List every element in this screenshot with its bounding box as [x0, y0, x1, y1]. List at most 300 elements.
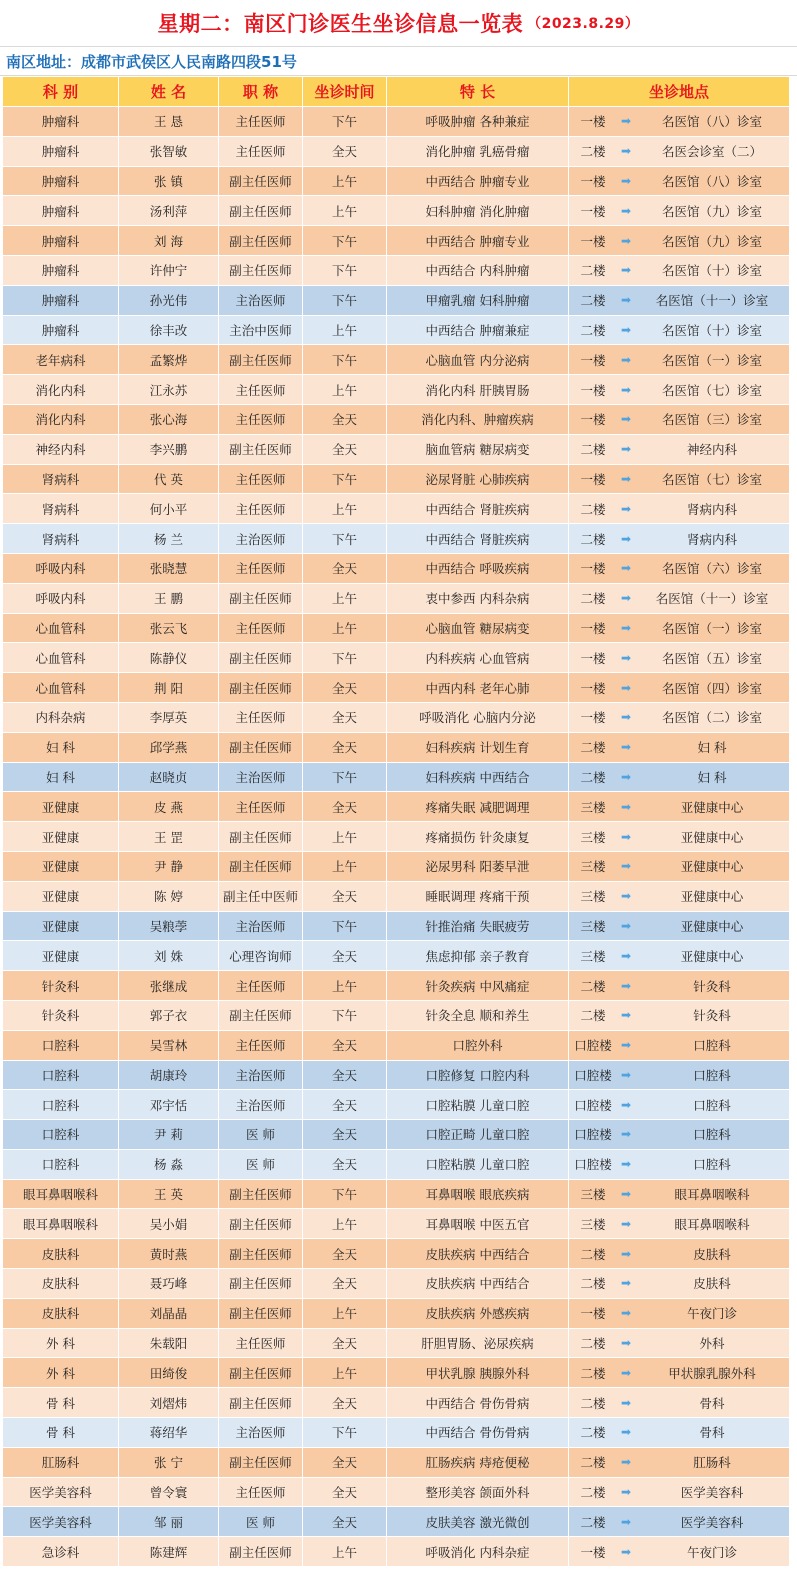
time-cell: 全天	[303, 941, 387, 971]
specialty-cell: 泌尿男科 阳萎早泄	[387, 851, 569, 881]
floor-label: 二楼	[580, 1514, 606, 1530]
dept-cell: 亚健康	[3, 881, 119, 911]
specialty-cell: 焦虑抑郁 亲子教育	[387, 941, 569, 971]
specialty-cell: 针推治痛 失眠疲劳	[387, 911, 569, 941]
dept-cell: 医学美容科	[3, 1477, 119, 1507]
table-row	[3, 1060, 790, 1090]
doctor-name-cell: 聂巧峰	[119, 1269, 219, 1299]
title-cell: 主任医师	[219, 494, 303, 524]
right-arrow-icon: ➡	[620, 889, 632, 904]
time-cell: 全天	[303, 1090, 387, 1120]
time-cell: 下午	[303, 643, 387, 673]
table-row	[3, 1388, 790, 1418]
table-row	[3, 1269, 790, 1299]
dept-cell: 口腔科	[3, 1090, 119, 1120]
specialty-cell: 心脑血管 糖尿病变	[387, 613, 569, 643]
specialty-cell: 肛肠疾病 痔疮便秘	[387, 1447, 569, 1477]
title-cell: 副主任医师	[219, 226, 303, 256]
floor-label: 二楼	[580, 531, 606, 547]
room-label: 名医馆（十一）诊室	[655, 293, 769, 309]
doctor-name-cell: 杨 兰	[119, 524, 219, 554]
dept-cell: 肾病科	[3, 464, 119, 494]
right-arrow-icon: ➡	[620, 442, 632, 457]
floor-label: 二楼	[580, 263, 606, 279]
location-cell	[569, 553, 790, 583]
location-cell	[569, 971, 790, 1001]
right-arrow-icon: ➡	[620, 1514, 632, 1529]
table-row	[3, 1239, 790, 1269]
location-cell	[569, 1209, 790, 1239]
location-cell	[569, 792, 790, 822]
location-cell	[569, 1239, 790, 1269]
location-cell	[569, 732, 790, 762]
doctor-name-cell: 蒋绍华	[119, 1418, 219, 1448]
right-arrow-icon: ➡	[620, 710, 632, 725]
right-arrow-icon: ➡	[620, 740, 632, 755]
floor-label: 三楼	[580, 1216, 606, 1232]
specialty-cell: 针灸全息 顺和养生	[387, 1000, 569, 1030]
floor-label: 一楼	[580, 650, 606, 666]
specialty-cell: 针灸疾病 中风痛症	[387, 971, 569, 1001]
title-cell: 主治医师	[219, 524, 303, 554]
dept-cell: 心血管科	[3, 673, 119, 703]
specialty-cell: 中西结合 内科肿瘤	[387, 255, 569, 285]
title-date: （2023.8.29）	[527, 16, 640, 32]
room-label: 肾病内科	[686, 531, 737, 547]
time-cell: 全天	[303, 1120, 387, 1150]
table-row	[3, 494, 790, 524]
table-body	[3, 107, 790, 1567]
right-arrow-icon: ➡	[620, 591, 632, 606]
time-cell: 下午	[303, 345, 387, 375]
dept-cell: 肿瘤科	[3, 196, 119, 226]
doctor-name-cell: 荆 阳	[119, 673, 219, 703]
table-row	[3, 434, 790, 464]
title-cell: 副主任医师	[219, 673, 303, 703]
dept-cell: 口腔科	[3, 1060, 119, 1090]
floor-label: 二楼	[580, 1365, 606, 1381]
dept-cell: 肿瘤科	[3, 255, 119, 285]
dept-cell: 针灸科	[3, 971, 119, 1001]
floor-label: 三楼	[580, 918, 606, 934]
right-arrow-icon: ➡	[620, 1187, 632, 1202]
time-cell: 全天	[303, 1149, 387, 1179]
location-cell	[569, 1537, 790, 1567]
room-label: 肛肠科	[693, 1455, 731, 1471]
room-label: 针灸科	[693, 978, 731, 994]
table-row	[3, 673, 790, 703]
floor-label: 二楼	[580, 501, 606, 517]
location-cell	[569, 762, 790, 792]
dept-cell: 口腔科	[3, 1149, 119, 1179]
floor-label: 二楼	[580, 1246, 606, 1262]
dept-cell: 神经内科	[3, 434, 119, 464]
room-label: 口腔科	[693, 1157, 731, 1173]
location-cell	[569, 673, 790, 703]
title-cell: 主治中医师	[219, 315, 303, 345]
specialty-cell: 中西结合 骨伤骨病	[387, 1388, 569, 1418]
room-label: 名医馆（九）诊室	[661, 233, 762, 249]
time-cell: 下午	[303, 1418, 387, 1448]
specialty-cell: 甲状乳腺 胰腺外科	[387, 1358, 569, 1388]
right-arrow-icon: ➡	[620, 1276, 632, 1291]
doctor-name-cell: 黄时燕	[119, 1239, 219, 1269]
time-cell: 全天	[303, 1030, 387, 1060]
table-row	[3, 911, 790, 941]
title-cell: 心理咨询师	[219, 941, 303, 971]
title-cell: 副主任医师	[219, 196, 303, 226]
time-cell: 上午	[303, 166, 387, 196]
title-cell: 副主任医师	[219, 583, 303, 613]
time-cell: 全天	[303, 1328, 387, 1358]
table-row	[3, 1418, 790, 1448]
title-text: 星期二：南区门诊医生坐诊信息一览表	[157, 12, 524, 36]
floor-label: 二楼	[580, 442, 606, 458]
location-cell	[569, 375, 790, 405]
table-row	[3, 792, 790, 822]
title-cell: 副主任医师	[219, 1179, 303, 1209]
doctor-name-cell: 张 镇	[119, 166, 219, 196]
doctor-name-cell: 张 宁	[119, 1447, 219, 1477]
right-arrow-icon: ➡	[620, 680, 632, 695]
time-cell: 上午	[303, 315, 387, 345]
right-arrow-icon: ➡	[620, 1008, 632, 1023]
dept-cell: 骨 科	[3, 1388, 119, 1418]
time-cell: 下午	[303, 911, 387, 941]
floor-label: 三楼	[580, 1187, 606, 1203]
table-row	[3, 255, 790, 285]
location-cell	[569, 851, 790, 881]
location-cell	[569, 434, 790, 464]
specialty-cell: 口腔正畸 儿童口腔	[387, 1120, 569, 1150]
dept-cell: 针灸科	[3, 1000, 119, 1030]
dept-cell: 医学美容科	[3, 1507, 119, 1537]
title-cell: 副主任医师	[219, 643, 303, 673]
table-row	[3, 1209, 790, 1239]
dept-cell: 肾病科	[3, 494, 119, 524]
dept-cell: 肿瘤科	[3, 166, 119, 196]
floor-label: 口腔楼	[574, 1097, 612, 1113]
location-cell	[569, 911, 790, 941]
dept-cell: 妇 科	[3, 732, 119, 762]
location-cell	[569, 613, 790, 643]
location-cell	[569, 702, 790, 732]
room-label: 皮肤科	[693, 1276, 731, 1292]
specialty-cell: 中西结合 肿瘤专业	[387, 166, 569, 196]
room-label: 午夜门诊	[686, 1306, 737, 1322]
title-cell: 主任医师	[219, 971, 303, 1001]
dept-cell: 眼耳鼻咽喉科	[3, 1179, 119, 1209]
time-cell: 全天	[303, 1477, 387, 1507]
floor-label: 二楼	[580, 1395, 606, 1411]
specialty-cell: 整形美容 颌面外科	[387, 1477, 569, 1507]
room-label: 肾病内科	[686, 501, 737, 517]
doctor-name-cell: 王 鹏	[119, 583, 219, 613]
title-cell: 主任医师	[219, 136, 303, 166]
specialty-cell: 呼吸消化 内科杂症	[387, 1537, 569, 1567]
title-cell: 主任医师	[219, 1328, 303, 1358]
room-label: 甲状腺乳腺外科	[668, 1365, 756, 1381]
room-label: 名医馆（十一）诊室	[655, 591, 769, 607]
time-cell: 上午	[303, 196, 387, 226]
time-cell: 全天	[303, 553, 387, 583]
room-label: 外科	[699, 1336, 725, 1352]
table-row	[3, 1447, 790, 1477]
title-cell: 主任医师	[219, 792, 303, 822]
time-cell: 上午	[303, 1209, 387, 1239]
title-cell: 副主任医师	[219, 732, 303, 762]
right-arrow-icon: ➡	[620, 1246, 632, 1261]
doctor-name-cell: 孙光伟	[119, 285, 219, 315]
time-cell: 全天	[303, 702, 387, 732]
title-cell: 副主任医师	[219, 1358, 303, 1388]
doctor-name-cell: 徐丰改	[119, 315, 219, 345]
location-cell	[569, 1328, 790, 1358]
location-cell	[569, 345, 790, 375]
right-arrow-icon: ➡	[620, 293, 632, 308]
title-cell: 主任医师	[219, 375, 303, 405]
table-row	[3, 1030, 790, 1060]
time-cell: 上午	[303, 822, 387, 852]
floor-label: 三楼	[580, 859, 606, 875]
dept-cell: 外 科	[3, 1358, 119, 1388]
page-title	[0, 0, 797, 47]
room-label: 骨科	[699, 1425, 725, 1441]
doctor-name-cell: 张云飞	[119, 613, 219, 643]
room-label: 骨科	[699, 1395, 725, 1411]
location-cell	[569, 494, 790, 524]
col-header-location: 坐诊地点	[569, 77, 790, 107]
time-cell: 全天	[303, 1507, 387, 1537]
table-row	[3, 822, 790, 852]
location-cell	[569, 1000, 790, 1030]
table-row	[3, 1537, 790, 1567]
floor-label: 一楼	[580, 1544, 606, 1560]
right-arrow-icon: ➡	[620, 144, 632, 159]
doctor-name-cell: 尹 莉	[119, 1120, 219, 1150]
specialty-cell: 口腔粘膜 儿童口腔	[387, 1149, 569, 1179]
doctor-name-cell: 田绮俊	[119, 1358, 219, 1388]
dept-cell: 亚健康	[3, 792, 119, 822]
doctor-name-cell: 张心海	[119, 404, 219, 434]
floor-label: 三楼	[580, 829, 606, 845]
room-label: 口腔科	[693, 1127, 731, 1143]
dept-cell: 肿瘤科	[3, 226, 119, 256]
table-row	[3, 107, 790, 137]
dept-cell: 肛肠科	[3, 1447, 119, 1477]
room-label: 名医馆（一）诊室	[661, 620, 762, 636]
location-cell	[569, 1269, 790, 1299]
floor-label: 二楼	[580, 1455, 606, 1471]
time-cell: 下午	[303, 285, 387, 315]
table-row	[3, 1120, 790, 1150]
specialty-cell: 妇科肿瘤 消化肿瘤	[387, 196, 569, 226]
right-arrow-icon: ➡	[620, 650, 632, 665]
doctor-name-cell: 代 英	[119, 464, 219, 494]
time-cell: 下午	[303, 1179, 387, 1209]
title-cell: 主任医师	[219, 613, 303, 643]
floor-label: 一楼	[580, 114, 606, 130]
table-row	[3, 404, 790, 434]
time-cell: 全天	[303, 1060, 387, 1090]
room-label: 名医馆（二）诊室	[661, 710, 762, 726]
right-arrow-icon: ➡	[620, 1067, 632, 1082]
right-arrow-icon: ➡	[620, 352, 632, 367]
right-arrow-icon: ➡	[620, 1306, 632, 1321]
location-cell	[569, 285, 790, 315]
floor-label: 一楼	[580, 352, 606, 368]
time-cell: 全天	[303, 434, 387, 464]
dept-cell: 心血管科	[3, 643, 119, 673]
right-arrow-icon: ➡	[620, 1485, 632, 1500]
room-label: 名医馆（四）诊室	[661, 680, 762, 696]
right-arrow-icon: ➡	[620, 620, 632, 635]
title-cell: 主治医师	[219, 285, 303, 315]
col-header-dept: 科 别	[3, 77, 119, 107]
floor-label: 一楼	[580, 203, 606, 219]
location-cell	[569, 1179, 790, 1209]
room-label: 眼耳鼻咽喉科	[674, 1187, 750, 1203]
location-cell	[569, 255, 790, 285]
dept-cell: 心血管科	[3, 613, 119, 643]
floor-label: 一楼	[580, 1306, 606, 1322]
right-arrow-icon: ➡	[620, 1544, 632, 1559]
table-row	[3, 1507, 790, 1537]
doctor-name-cell: 张晓慧	[119, 553, 219, 583]
right-arrow-icon: ➡	[620, 1425, 632, 1440]
time-cell: 全天	[303, 1447, 387, 1477]
specialty-cell: 中西结合 呼吸疾病	[387, 553, 569, 583]
table-header-row	[3, 77, 790, 107]
title-cell: 主任医师	[219, 1030, 303, 1060]
specialty-cell: 脑血管病 糖尿病变	[387, 434, 569, 464]
right-arrow-icon: ➡	[620, 501, 632, 516]
floor-label: 二楼	[580, 322, 606, 338]
doctor-name-cell: 吴雪林	[119, 1030, 219, 1060]
time-cell: 下午	[303, 226, 387, 256]
doctor-name-cell: 刘晶晶	[119, 1298, 219, 1328]
doctor-name-cell: 王 英	[119, 1179, 219, 1209]
floor-label: 二楼	[580, 1485, 606, 1501]
location-cell	[569, 166, 790, 196]
specialty-cell: 中西结合 肾脏疾病	[387, 494, 569, 524]
dept-cell: 急诊科	[3, 1537, 119, 1567]
title-cell: 主任医师	[219, 464, 303, 494]
floor-label: 一楼	[580, 680, 606, 696]
right-arrow-icon: ➡	[620, 382, 632, 397]
floor-label: 口腔楼	[574, 1127, 612, 1143]
title-cell: 主治医师	[219, 1418, 303, 1448]
room-label: 口腔科	[693, 1097, 731, 1113]
table-row	[3, 851, 790, 881]
right-arrow-icon: ➡	[620, 471, 632, 486]
dept-cell: 妇 科	[3, 762, 119, 792]
doctor-name-cell: 郭子衣	[119, 1000, 219, 1030]
right-arrow-icon: ➡	[620, 173, 632, 188]
floor-label: 二楼	[580, 1336, 606, 1352]
floor-label: 一楼	[580, 382, 606, 398]
room-label: 亚健康中心	[680, 799, 744, 815]
table-row	[3, 1298, 790, 1328]
floor-label: 三楼	[580, 799, 606, 815]
doctor-name-cell: 杨 淼	[119, 1149, 219, 1179]
room-label: 名医馆（六）诊室	[661, 561, 762, 577]
table-row	[3, 762, 790, 792]
time-cell: 上午	[303, 1537, 387, 1567]
doctor-name-cell: 邱学燕	[119, 732, 219, 762]
table-row	[3, 1477, 790, 1507]
specialty-cell: 衷中参西 内科杂病	[387, 583, 569, 613]
dept-cell: 肾病科	[3, 524, 119, 554]
dept-cell: 老年病科	[3, 345, 119, 375]
table-row	[3, 613, 790, 643]
location-cell	[569, 1447, 790, 1477]
floor-label: 二楼	[580, 144, 606, 160]
floor-label: 一楼	[580, 561, 606, 577]
title-cell: 主任医师	[219, 702, 303, 732]
title-cell: 副主任医师	[219, 434, 303, 464]
location-cell	[569, 1477, 790, 1507]
right-arrow-icon: ➡	[620, 233, 632, 248]
location-cell	[569, 1149, 790, 1179]
specialty-cell: 妇科疾病 中西结合	[387, 762, 569, 792]
time-cell: 全天	[303, 732, 387, 762]
floor-label: 一楼	[580, 471, 606, 487]
room-label: 口腔科	[693, 1067, 731, 1083]
doctor-name-cell: 孟繁烨	[119, 345, 219, 375]
right-arrow-icon: ➡	[620, 1157, 632, 1172]
room-label: 名医馆（九）诊室	[661, 203, 762, 219]
room-label: 名医馆（十）诊室	[661, 263, 762, 279]
location-cell	[569, 1060, 790, 1090]
doctor-name-cell: 何小平	[119, 494, 219, 524]
right-arrow-icon: ➡	[620, 1395, 632, 1410]
table-row	[3, 226, 790, 256]
room-label: 妇 科	[697, 769, 727, 785]
specialty-cell: 心脑血管 内分泌病	[387, 345, 569, 375]
title-cell: 副主任医师	[219, 1447, 303, 1477]
time-cell: 上午	[303, 971, 387, 1001]
floor-label: 三楼	[580, 889, 606, 905]
right-arrow-icon: ➡	[620, 1455, 632, 1470]
time-cell: 下午	[303, 762, 387, 792]
table-row	[3, 464, 790, 494]
floor-label: 口腔楼	[574, 1157, 612, 1173]
title-cell: 主治医师	[219, 1090, 303, 1120]
location-cell	[569, 196, 790, 226]
floor-label: 二楼	[580, 1425, 606, 1441]
time-cell: 上午	[303, 583, 387, 613]
title-cell: 副主任医师	[219, 345, 303, 375]
time-cell: 下午	[303, 107, 387, 137]
specialty-cell: 消化内科 肝胰胃肠	[387, 375, 569, 405]
location-cell	[569, 1090, 790, 1120]
table-row	[3, 702, 790, 732]
doctor-name-cell: 邹 丽	[119, 1507, 219, 1537]
specialty-cell: 呼吸肿瘤 各种兼症	[387, 107, 569, 137]
floor-label: 一楼	[580, 620, 606, 636]
doctor-name-cell: 张继成	[119, 971, 219, 1001]
specialty-cell: 中西结合 肿瘤专业	[387, 226, 569, 256]
room-label: 名医会诊室（二）	[661, 144, 762, 160]
room-label: 医学美容科	[680, 1514, 744, 1530]
location-cell	[569, 1418, 790, 1448]
time-cell: 全天	[303, 792, 387, 822]
right-arrow-icon: ➡	[620, 769, 632, 784]
specialty-cell: 消化内科、肿瘤疾病	[387, 404, 569, 434]
floor-label: 二楼	[580, 591, 606, 607]
doctor-name-cell: 李兴鹏	[119, 434, 219, 464]
